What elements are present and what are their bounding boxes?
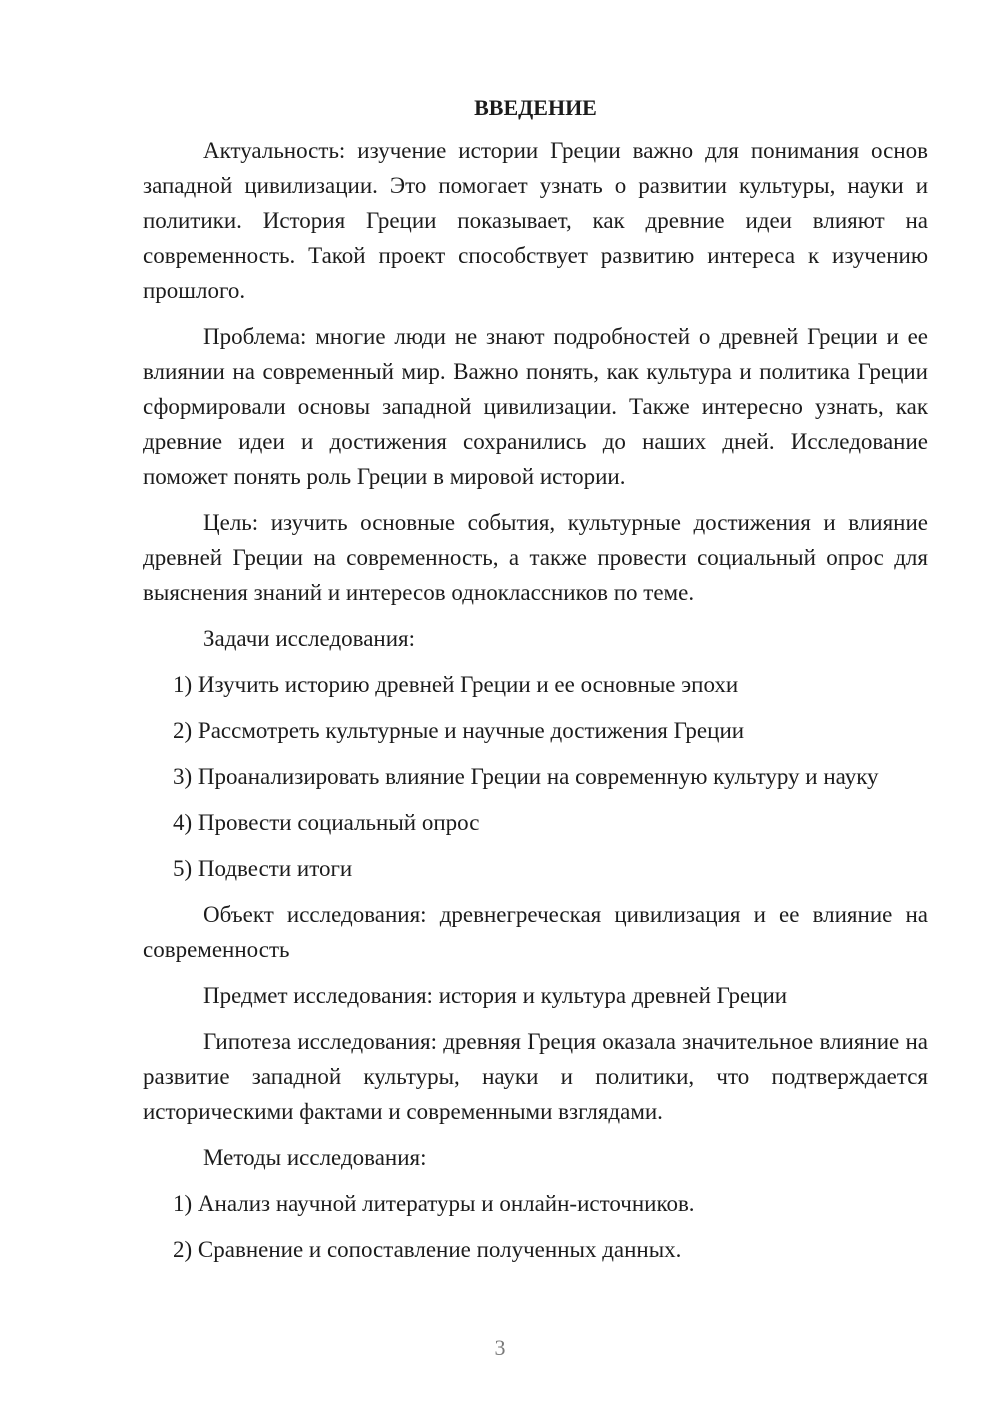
goal-paragraph: Цель: изучить основные события, культурные достижения и влияние древней Греции на современность, а также провести социальный опрос для выяснения знаний и интересов одноклассников по теме.	[143, 510, 928, 605]
method-item: 2) Сравнение и сопоставление полученных данных.	[173, 1237, 682, 1262]
section-title: ВВЕДЕНИЕ	[474, 95, 597, 120]
object-paragraph: Объект исследования: древнегреческая цивилизация и ее влияние на современность	[143, 902, 928, 962]
method-item: 1) Анализ научной литературы и онлайн-источников.	[173, 1191, 695, 1216]
hypothesis-paragraph: Гипотеза исследования: древняя Греция оказала значительное влияние на развитие западной культуры, науки и политики, что подтверждается историческими фактами и современными взглядами.	[143, 1029, 928, 1124]
task-item: 1) Изучить историю древней Греции и ее основные эпохи	[173, 672, 739, 697]
task-item: 4) Провести социальный опрос	[173, 810, 480, 835]
task-item: 3) Проанализировать влияние Греции на современную культуру и науку	[173, 764, 879, 789]
relevance-paragraph: Актуальность: изучение истории Греции важно для понимания основ западной цивилизации. Это помогает узнать о развитии культуры, науки и политики. История Греции показывает, как древние идеи влияют на современность. Такой проект способствует развитию интереса к изучению прошлого.	[143, 138, 928, 303]
task-item: 2) Рассмотреть культурные и научные достижения Греции	[173, 718, 745, 743]
page-number: 3	[494, 1335, 506, 1360]
problem-paragraph: Проблема: многие люди не знают подробностей о древней Греции и ее влиянии на современный мир. Важно понять, как культура и политика Греции сформировали основы западной цивилизации. Также интересно узнать, как древние идеи и достижения сохранились до наших дней. Исследование поможет понять роль Греции в мировой истории.	[143, 324, 928, 489]
task-item: 5) Подвести итоги	[173, 856, 353, 881]
tasks-heading: Задачи исследования:	[203, 626, 416, 651]
methods-heading: Методы исследования:	[203, 1145, 427, 1170]
subject-paragraph: Предмет исследования: история и культура древней Греции	[203, 983, 788, 1008]
